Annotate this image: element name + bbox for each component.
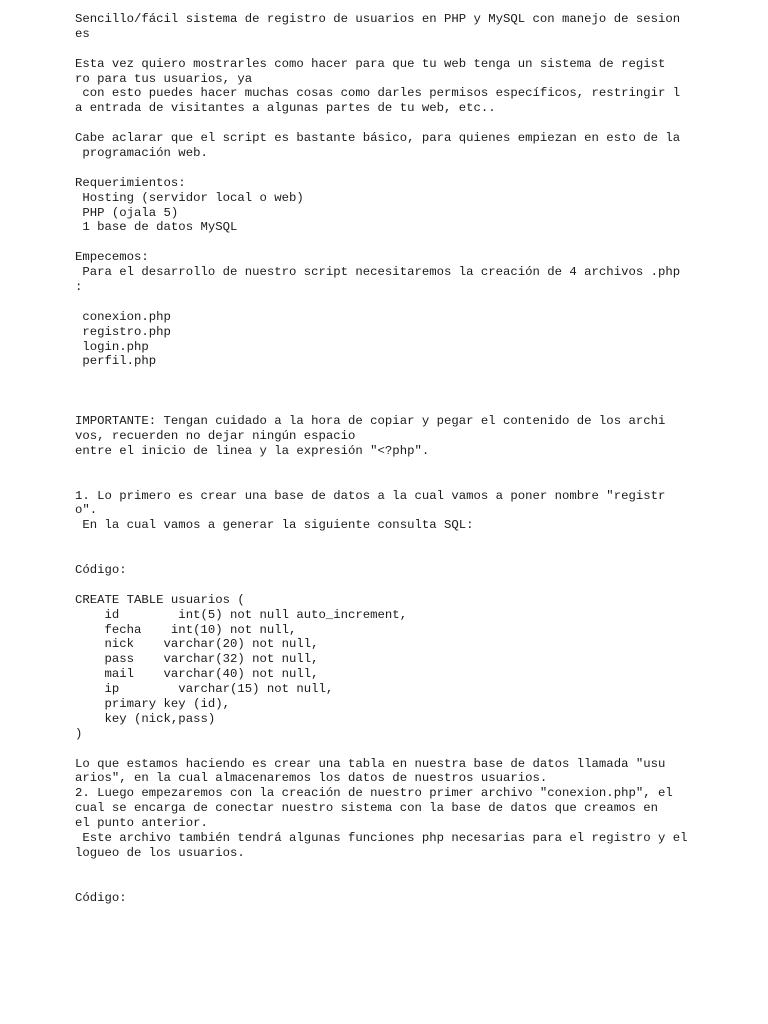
text-line: ip varchar(15) not null,: [75, 682, 334, 697]
blank-line: [75, 861, 715, 876]
text-line: Requerimientos:: [75, 175, 186, 190]
text-line: CREATE TABLE usuarios (: [75, 592, 245, 607]
text-line: o".: [75, 503, 98, 518]
text-line: Sencillo/fácil sistema de registro de usuarios en PHP y MySQL con manejo de sesion: [75, 12, 681, 26]
text-line: entre el inicio de linea y la expresión "<?php".: [75, 443, 430, 458]
blank-line: [75, 295, 715, 310]
text-line: mail varchar(40) not null,: [75, 667, 319, 682]
blank-line: [75, 42, 715, 57]
text-line: ): [75, 726, 83, 741]
text-line: perfil.php: [75, 354, 157, 369]
text-line: a entrada de visitantes a algunas partes de tu web, etc..: [75, 101, 496, 116]
blank-line: [75, 876, 715, 891]
text-line: Hosting (servidor local o web): [75, 190, 304, 205]
text-line: registro.php: [75, 324, 171, 339]
text-line: Esta vez quiero mostrarles como hacer para que tu web tenga un sistema de regist: [75, 56, 666, 71]
text-line: 1. Lo primero es crear una base de datos a la cual vamos a poner nombre "registr: [75, 488, 666, 503]
blank-line: [75, 399, 715, 414]
blank-line: [75, 742, 715, 757]
text-line: Para el desarrollo de nuestro script necesitaremos la creación de 4 archivos .php: [75, 265, 681, 280]
text-line: Código:: [75, 562, 127, 577]
blank-line: [75, 116, 715, 131]
text-line: con esto puedes hacer muchas cosas como darles permisos específicos, restringir l: [75, 86, 681, 101]
text-line: ro para tus usuarios, ya: [75, 71, 253, 86]
blank-line: [75, 235, 715, 250]
blank-line: [75, 533, 715, 548]
text-line: fecha int(10) not null,: [75, 622, 297, 637]
text-line: login.php: [75, 339, 149, 354]
text-line: el punto anterior.: [75, 816, 208, 831]
text-line: PHP (ojala 5): [75, 205, 179, 220]
text-line: 2. Luego empezaremos con la creación de nuestro primer archivo "conexion.php", el: [75, 786, 673, 801]
blank-line: [75, 474, 715, 489]
text-line: Código:: [75, 890, 127, 905]
blank-line: [75, 369, 715, 384]
blank-line: [75, 578, 715, 593]
text-line: conexion.php: [75, 309, 171, 324]
text-line: key (nick,pass): [75, 711, 216, 726]
text-line: pass varchar(32) not null,: [75, 652, 319, 667]
text-line: nick varchar(20) not null,: [75, 637, 319, 652]
text-line: En la cual vamos a generar la siguiente consulta SQL:: [75, 518, 474, 533]
text-line: cual se encarga de conectar nuestro sistema con la base de datos que creamos en: [75, 801, 658, 816]
text-line: Empecemos:: [75, 250, 149, 265]
text-line: Lo que estamos haciendo es crear una tabla en nuestra base de datos llamada "usu: [75, 756, 666, 771]
blank-line: [75, 384, 715, 399]
text-line: es: [75, 26, 90, 41]
blank-line: [75, 161, 715, 176]
text-line: IMPORTANTE: Tengan cuidado a la hora de copiar y pegar el contenido de los archi: [75, 414, 666, 429]
text-line: 1 base de datos MySQL: [75, 220, 238, 235]
text-line: arios", en la cual almacenaremos los datos de nuestros usuarios.: [75, 771, 548, 786]
blank-line: [75, 548, 715, 563]
text-line: logueo de los usuarios.: [75, 845, 245, 860]
text-line: Este archivo también tendrá algunas funciones php necesarias para el registro y el: [75, 830, 688, 845]
text-line: :: [75, 280, 83, 295]
text-line: id int(5) not null auto_increment,: [75, 607, 408, 622]
text-line: programación web.: [75, 146, 208, 161]
text-line: Cabe aclarar que el script es bastante básico, para quienes empiezan en esto de la: [75, 131, 681, 146]
text-line: primary key (id),: [75, 696, 230, 711]
text-line: vos, recuerden no dejar ningún espacio: [75, 428, 356, 443]
blank-line: [75, 459, 715, 474]
document-body: [75, 12, 715, 905]
